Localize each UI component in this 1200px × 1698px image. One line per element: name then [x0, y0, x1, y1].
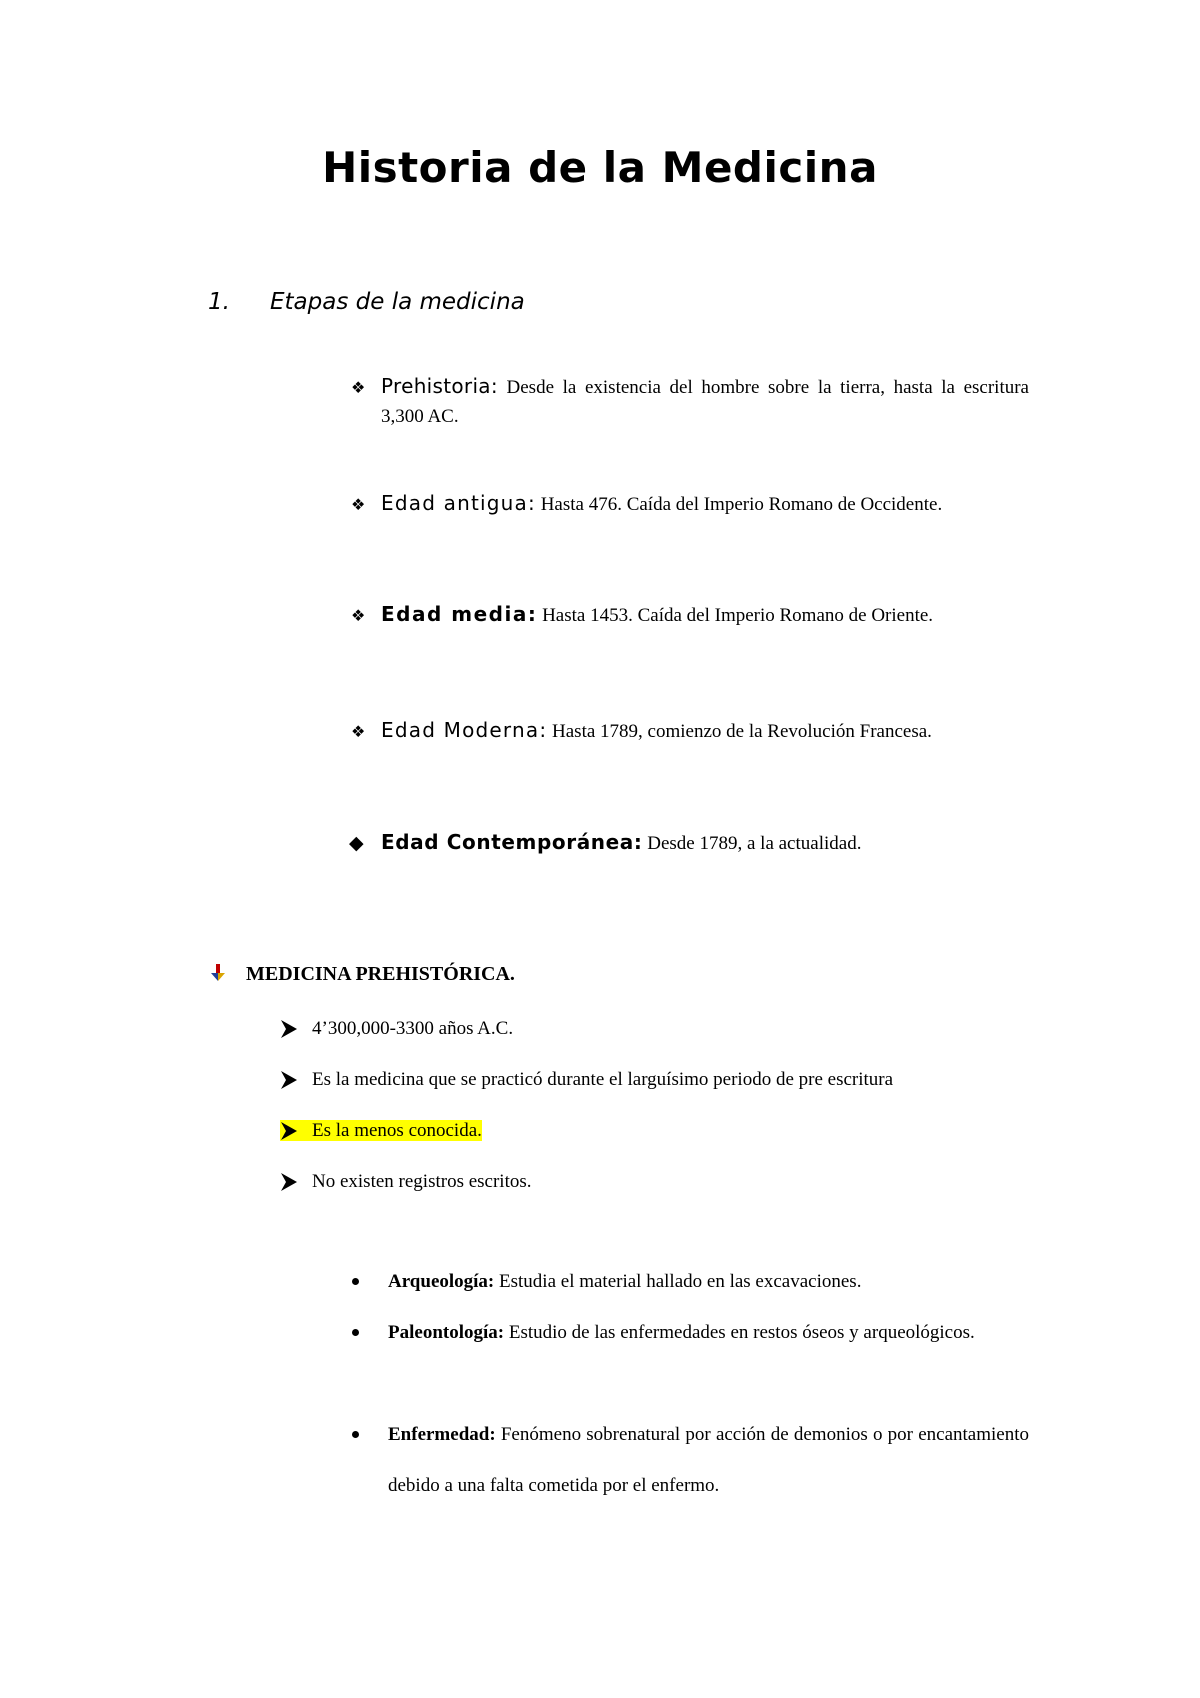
diamond-solid-icon: ◆ — [349, 832, 364, 854]
stage-term: Prehistoria: — [381, 374, 498, 398]
colored-arrow-down-icon — [210, 962, 226, 982]
diamond-four-icon: ❖ — [351, 606, 366, 625]
stage-item — [351, 600, 1029, 630]
stage-term: Edad antigua: — [381, 491, 536, 515]
chevron-right-icon — [280, 1069, 298, 1089]
definition-item — [388, 1409, 1029, 1511]
stage-item — [349, 828, 1029, 858]
list-item-text: Es la medicina que se practicó durante el larguísimo periodo de pre escritura — [312, 1069, 894, 1090]
definition-text: Estudia el material hallado en las excavaciones. — [494, 1271, 862, 1292]
definition-item — [388, 1307, 1029, 1358]
diamond-four-icon: ❖ — [351, 378, 366, 397]
chevron-right-icon — [280, 1171, 298, 1191]
stage-item — [351, 716, 1029, 746]
stage-term: Edad Moderna: — [381, 718, 548, 742]
definition-item — [388, 1256, 1029, 1307]
diamond-four-icon: ❖ — [351, 722, 366, 741]
definition-term: Paleontología: — [388, 1322, 505, 1343]
stage-text: Hasta 1789, comienzo de la Revolución Francesa. — [547, 721, 932, 742]
stage-term: Edad Contemporánea: — [381, 830, 643, 854]
list-item — [280, 1064, 893, 1096]
list-item — [280, 1013, 513, 1045]
document-title: Historia de la Medicina — [322, 143, 878, 192]
stage-text: Desde la existencia del hombre sobre la tierra, hasta la escritura 3,300 AC. — [381, 377, 1029, 427]
stage-term: Edad media: — [381, 602, 538, 626]
bullet-dot-icon — [352, 1431, 359, 1438]
list-item-text: No existen registros escritos. — [312, 1171, 532, 1192]
definition-term: Enfermedad: — [388, 1424, 496, 1445]
stage-item — [351, 372, 1029, 431]
highlight — [280, 1120, 482, 1141]
bullet-dot-icon — [352, 1278, 359, 1285]
section-heading-text: Etapas de la medicina — [270, 289, 525, 315]
list-item-highlighted — [280, 1115, 482, 1147]
list-item-text: Es la menos conocida. — [312, 1120, 482, 1141]
definition-term: Arqueología: — [388, 1271, 495, 1292]
section-number: 1. — [208, 289, 230, 315]
bullet-dot-icon — [352, 1329, 359, 1336]
list-item — [280, 1166, 532, 1198]
stage-text: Desde 1789, a la actualidad. — [642, 833, 862, 854]
section-heading — [208, 284, 525, 320]
definition-text: Estudio de las enfermedades en restos óseos y arqueológicos. — [504, 1322, 975, 1343]
section2-heading-text: MEDICINA PREHISTÓRICA. — [246, 963, 515, 985]
list-item-text: 4’300,000-3300 años A.C. — [312, 1018, 514, 1039]
stage-item — [351, 489, 1029, 519]
diamond-four-icon: ❖ — [351, 495, 366, 514]
section2-heading — [210, 958, 515, 990]
stage-text: Hasta 1453. Caída del Imperio Romano de Oriente. — [537, 605, 934, 626]
stage-text: Hasta 476. Caída del Imperio Romano de Occidente. — [535, 494, 943, 515]
chevron-right-icon — [280, 1120, 298, 1140]
chevron-right-icon — [280, 1018, 298, 1038]
definition-text: Fenómeno sobrenatural por acción de demonios o por encantamiento debido a una falta cometida por el enfermo. — [388, 1424, 1029, 1496]
